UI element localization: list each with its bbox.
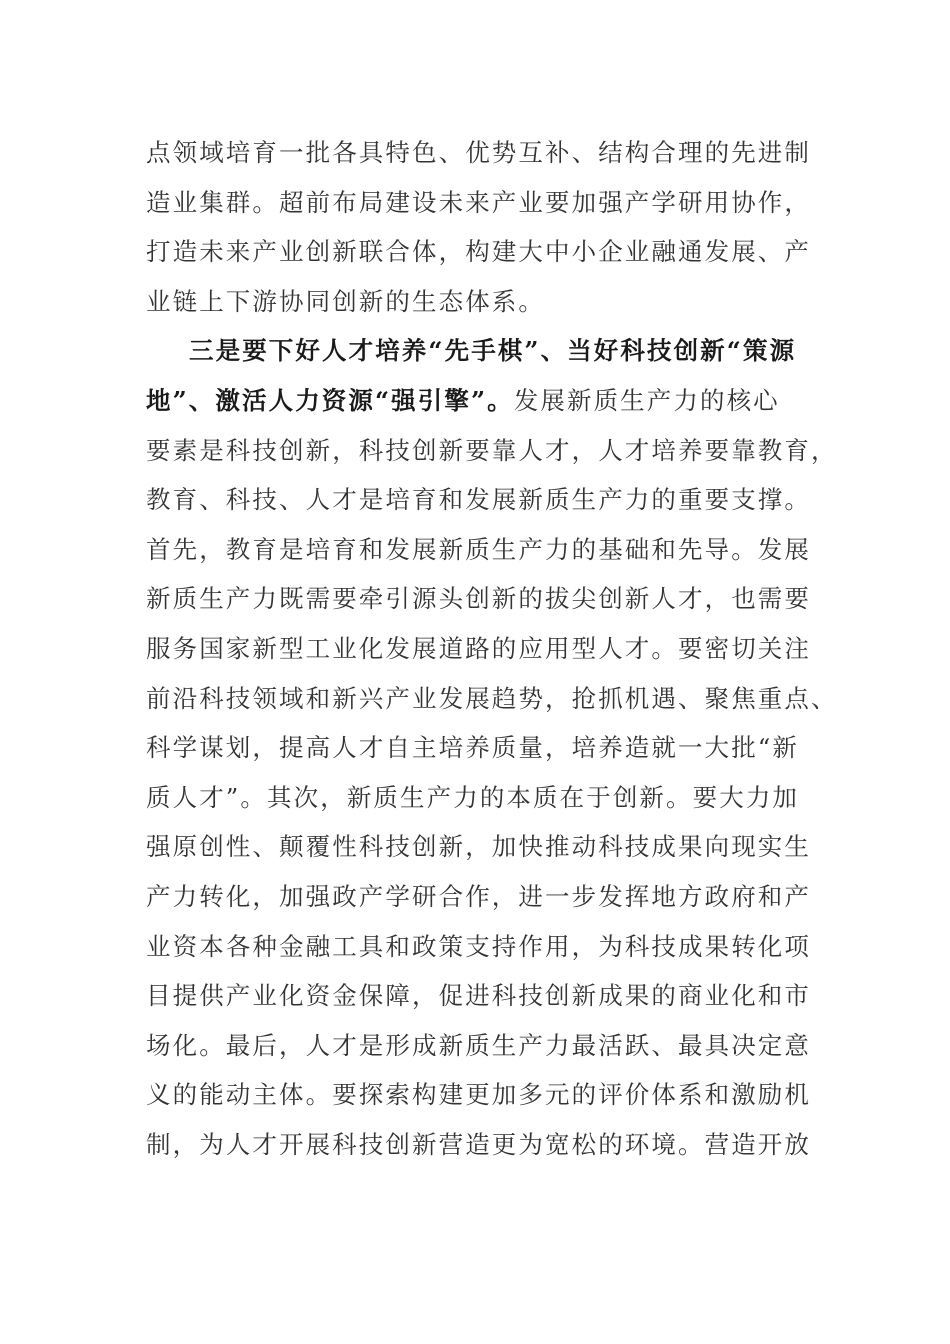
- text-line: 业资本各种金融工具和政策支持作用，为科技成果转化项: [146, 931, 811, 961]
- document-body: [146, 128, 838, 1169]
- text-line: 前沿科技领域和新兴产业发展趋势，抢抓机遇、聚焦重点、: [146, 683, 838, 713]
- text-line: 场化。最后，人才是形成新质生产力最活跃、最具决定意: [146, 1030, 811, 1060]
- text-line: 首先，教育是培育和发展新质生产力的基础和先导。发展: [146, 534, 811, 564]
- text-line: 科学谋划，提高人才自主培养质量，培养造就一大批“新: [146, 733, 800, 763]
- section-heading-tail: 地”、激活人力资源“强引擎”。: [146, 385, 514, 415]
- section-heading-line: 三是要下好人才培养“先手棋”、当好科技创新“策源: [189, 336, 797, 366]
- text-line: 点领域培育一批各具特色、优势互补、结构合理的先进制: [146, 138, 811, 167]
- text-line: 业链上下游协同创新的生态体系。: [146, 286, 545, 316]
- text-line: 目提供产业化资金保障，促进科技创新成果的商业化和市: [146, 981, 811, 1011]
- section-body-start: 发展新质生产力的核心: [513, 385, 780, 415]
- text-line: 服务国家新型工业化发展道路的应用型人才。要密切关注: [146, 633, 811, 663]
- text-line: 要素是科技创新，科技创新要靠人才，人才培养要靠教育，: [146, 435, 838, 465]
- text-line: 制，为人才开展科技创新营造更为宽松的环境。营造开放: [146, 1129, 811, 1159]
- text-line: 造业集群。超前布局建设未来产业要加强产学研用协作，: [146, 187, 811, 217]
- text-line: 打造未来产业创新联合体，构建大中小企业融通发展、产: [146, 237, 811, 267]
- text-line: 质人才”。其次，新质生产力的本质在于创新。要大力加: [146, 782, 800, 812]
- text-line: 强原创性、颠覆性科技创新，加快推动科技成果向现实生: [146, 832, 811, 862]
- section-heading-line-2: [146, 376, 806, 426]
- text-line: 产力转化，加强政产学研合作，进一步发挥地方政府和产: [146, 881, 811, 911]
- text-line: 教育、科技、人才是培育和发展新质生产力的重要支撑。: [146, 485, 811, 515]
- text-line: 新质生产力既需要牵引源头创新的拔尖创新人才，也需要: [146, 584, 811, 614]
- text-line: 义的能动主体。要探索构建更加多元的评价体系和激励机: [146, 1080, 811, 1110]
